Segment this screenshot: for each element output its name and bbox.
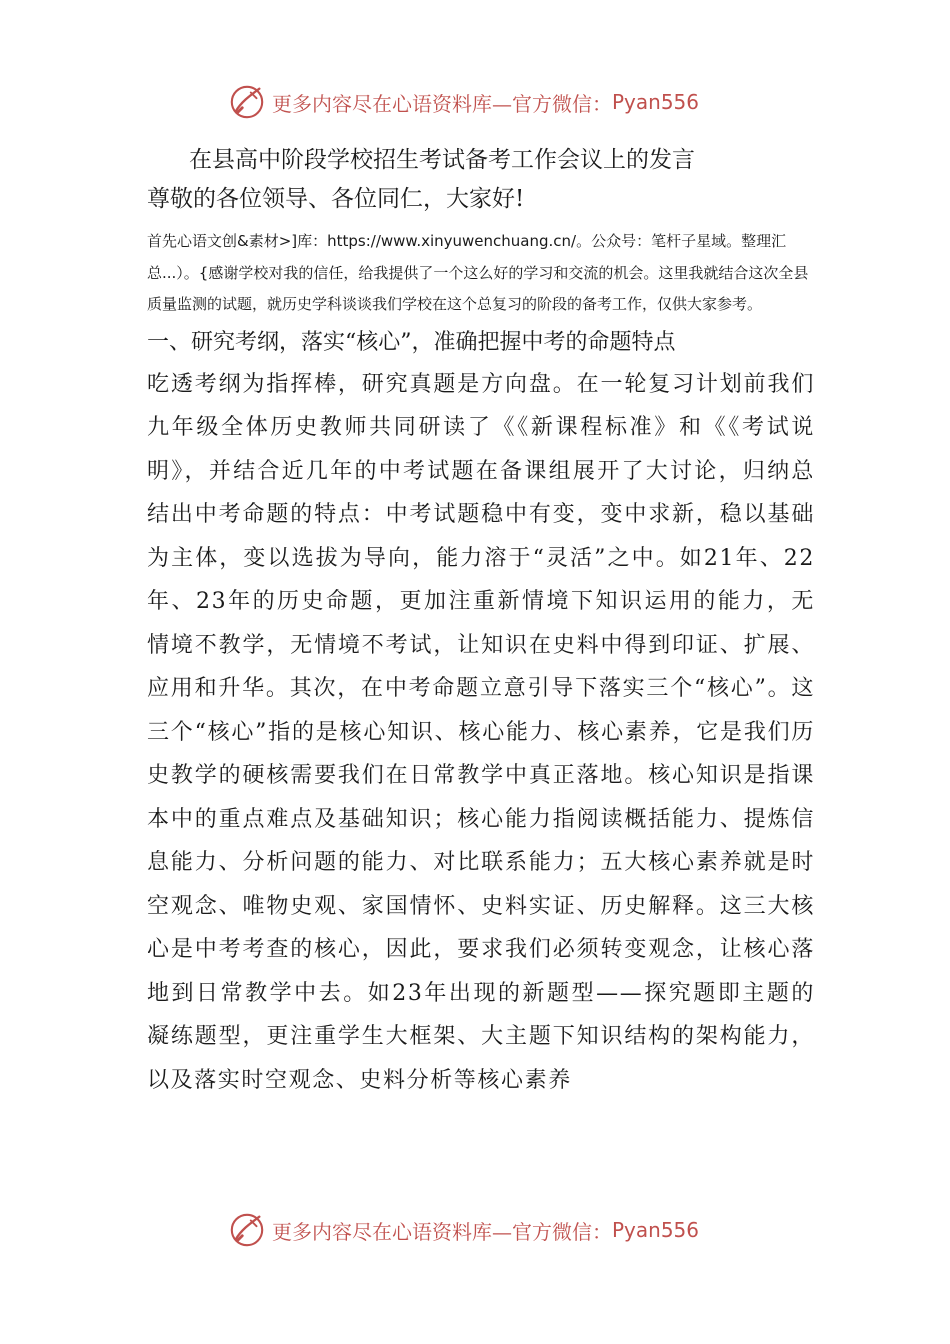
pen-logo-icon — [228, 83, 266, 121]
document-body — [147, 142, 815, 1102]
section-heading: 一、研究考纲，落实“核心”，准确把握中考的命题特点 — [147, 329, 676, 355]
banner-text: 更多内容尽在心语资料库—官方微信： — [272, 91, 612, 116]
pen-logo-icon — [228, 1211, 266, 1249]
banner-text: 更多内容尽在心语资料库—官方微信： — [272, 1219, 612, 1244]
greeting: 尊敬的各位领导、各位同仁，大家好! — [147, 186, 525, 212]
page-title: 在县高中阶段学校招生考试备考工作会议上的发言 — [189, 147, 695, 173]
intro-paragraph: 首先心语文创&素材>]库：https://www.xinyuwenchuang.cn/。公众号：笔杆子星域。整理汇总...）。{感谢学校对我的信任，给我提供了一个这么好的学习和交流的机会。这里我就结合这次全县质量监测的试题，就历史学科谈谈我们学校在这个总复习的阶段的备考工作，仅供大家参考。 — [147, 232, 809, 313]
section-body: 吃透考纲为指挥棒，研究真题是方向盘。在一轮复习计划前我们九年级全体历史教师共同研读了《《新课程标准》和《《考试说明》，并结合近几年的中考试题在备课组展开了大讨论，归纳总结出中考命题的特点：中考试题稳中有变，变中求新，稳以基础为主体，变以选拔为导向，能力溶于“灵活”之中。如21年、22年、23年的历史命题，更加注重新情境下知识运用的能力，无情境不教学，无情境不考试，让知识在史料中得到印证、扩展、应用和升华。其次，在中考命题立意引导下落实三个“核心”。这三个“核心”指的是核心知识、核心能力、核心素养，它是我们历史教学的硬核需要我们在日常教学中真正落地。核心知识是指课本中的重点难点及基础知识；核心能力指阅读概括能力、提炼信息能力、分析问题的能力、对比联系能力；五大核心素养就是时空观念、唯物史观、家国情怀、史料实证、历史解释。这三大核心是中考考查的核心，因此，要求我们必须转变观念，让核心落地到日常教学中去。如23年出现的新题型——探究题即主题的凝练题型，更注重学生大框架、大主题下知识结构的架构能力，以及落实时空观念、史料分析等核心素养 — [147, 371, 815, 1093]
wechat-id: Pyan556 — [612, 90, 700, 114]
header-banner — [228, 80, 748, 124]
wechat-id: Pyan556 — [612, 1218, 700, 1242]
footer-banner — [228, 1208, 748, 1252]
